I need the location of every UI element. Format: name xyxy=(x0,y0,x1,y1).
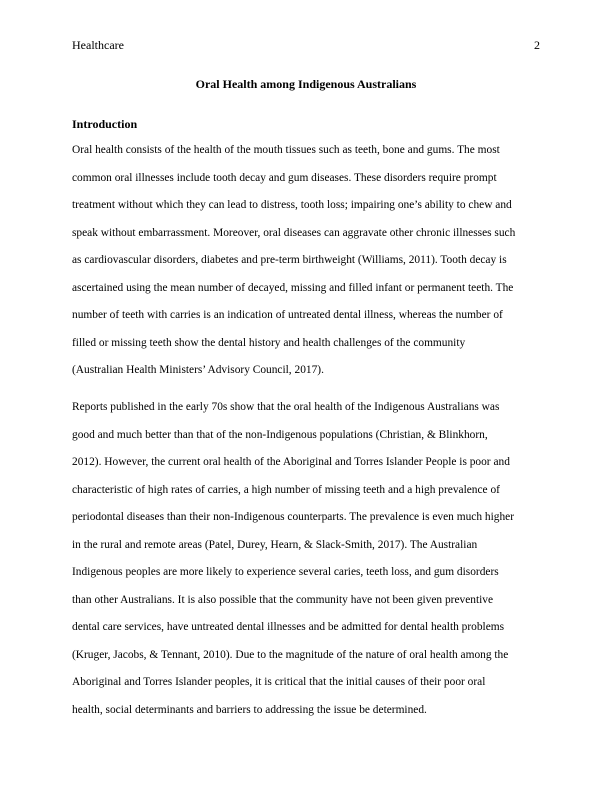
paragraph-line: (Australian Health Ministers’ Advisory Council, 2017). xyxy=(72,364,324,376)
paragraph-line: ascertained using the mean number of decayed, missing and filled infant or permanent teeth. The xyxy=(72,281,514,294)
document-title: Oral Health among Indigenous Australians xyxy=(195,77,417,91)
paragraph-line: speak without embarrassment. Moreover, oral diseases can aggravate other chronic illnesses such xyxy=(72,226,516,239)
paragraph-line: Oral health consists of the health of the mouth tissues such as teeth, bone and gums. The most xyxy=(72,144,500,156)
paragraph-line: 2012). However, the current oral health of the Aboriginal and Torres Islander People is poor and xyxy=(72,456,510,468)
running-head xyxy=(72,37,540,53)
paragraph-line: (Kruger, Jacobs, & Tennant, 2010). Due to the magnitude of the nature of oral health among the xyxy=(72,648,509,661)
paragraph-line: Indigenous peoples are more likely to experience several caries, teeth loss, and gum disorders xyxy=(72,566,499,578)
paragraph-line: dental care services, have untreated dental illnesses and be admitted for dental health problems xyxy=(72,621,505,633)
paragraph-line: as cardiovascular disorders, diabetes and pre-term birthweight (Williams, 2011). Tooth decay is xyxy=(72,254,507,266)
running-head-title: Healthcare xyxy=(72,38,124,52)
paragraph-line: Reports published in the early 70s show that the oral health of the Indigenous Australians was xyxy=(72,401,500,413)
page-number: 2 xyxy=(534,38,540,52)
paragraph-line: common oral illnesses include tooth decay and gum diseases. These disorders require prompt xyxy=(72,171,497,184)
paragraph-line: treatment without which they can lead to distress, tooth loss; impairing one’s ability to chew and xyxy=(72,199,512,211)
paragraph-line: characteristic of high rates of carries, a high number of missing teeth and a high prevalence of xyxy=(72,483,500,496)
paragraph-line: number of teeth with carries is an indication of untreated dental illness, whereas the number of xyxy=(72,309,503,321)
paragraph-line: periodontal diseases than their non-Indigenous counterparts. The prevalence is even much higher xyxy=(72,511,514,523)
paragraph-line: health, social determinants and barriers to addressing the issue be determined. xyxy=(72,703,427,716)
section-heading-introduction: Introduction xyxy=(72,117,138,131)
paragraph-line: than other Australians. It is also possible that the community have not been given preventive xyxy=(72,593,494,606)
paragraph-line: in the rural and remote areas (Patel, Durey, Hearn, & Slack-Smith, 2017). The Australian xyxy=(72,538,478,551)
paragraph-line: good and much better than that of the non-Indigenous populations (Christian, & Blinkhorn, xyxy=(72,428,488,441)
paragraph-1 xyxy=(72,137,540,385)
paragraph-line: filled or missing teeth show the dental history and health challenges of the community xyxy=(72,336,466,349)
paragraph-2 xyxy=(72,394,540,724)
paragraph-line: Aboriginal and Torres Islander peoples, it is critical that the initial causes of their poor oral xyxy=(72,676,486,688)
